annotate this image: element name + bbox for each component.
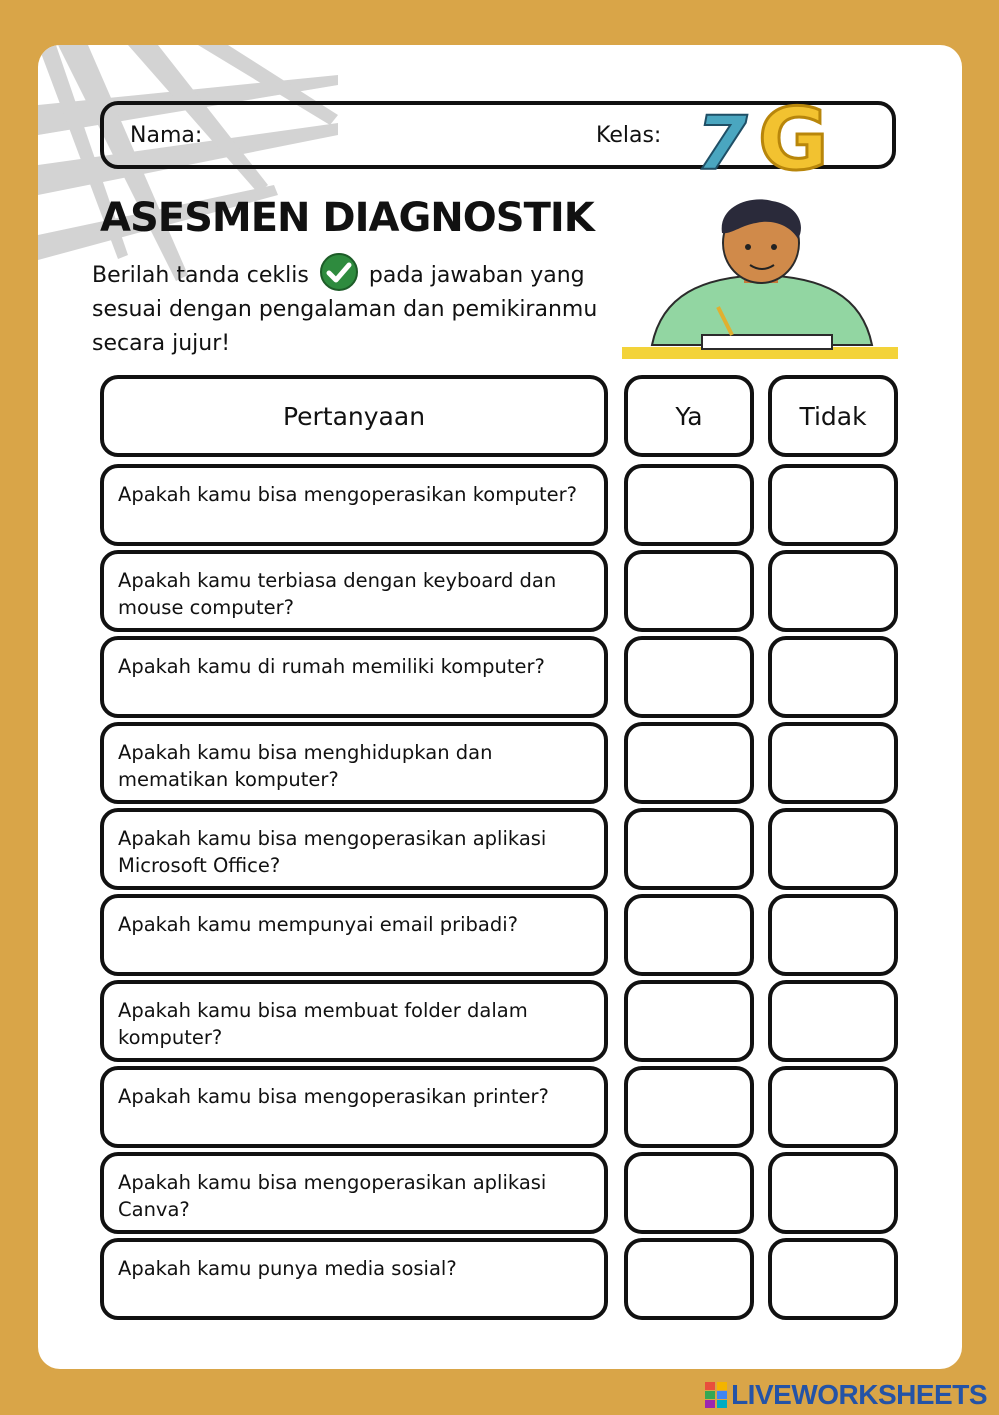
answer-no-box[interactable] <box>768 894 898 976</box>
question-text: Apakah kamu di rumah memiliki komputer? <box>118 655 545 678</box>
question-row <box>100 894 608 976</box>
answer-no-box[interactable] <box>768 1066 898 1148</box>
liveworksheets-logo[interactable] <box>705 1379 987 1411</box>
name-label: Nama: <box>130 123 203 148</box>
question-row <box>100 1152 608 1234</box>
question-row <box>100 722 608 804</box>
question-row <box>100 980 608 1062</box>
student-writing-illustration <box>622 195 902 365</box>
answer-no-box[interactable] <box>768 808 898 890</box>
question-text: Apakah kamu terbiasa dengan keyboard dan mouse computer? <box>118 569 557 619</box>
answer-no-box[interactable] <box>768 464 898 546</box>
answer-yes-box[interactable] <box>624 1238 754 1320</box>
question-row <box>100 1238 608 1320</box>
class-letter: G <box>758 90 829 179</box>
question-row <box>100 636 608 718</box>
column-header-no: Tidak <box>768 375 898 457</box>
question-text: Apakah kamu bisa mengoperasikan printer? <box>118 1085 549 1108</box>
answer-no-box[interactable] <box>768 1152 898 1234</box>
question-row <box>100 464 608 546</box>
answer-yes-box[interactable] <box>624 1152 754 1234</box>
answer-yes-box[interactable] <box>624 980 754 1062</box>
answer-yes-box[interactable] <box>624 550 754 632</box>
answer-yes-box[interactable] <box>624 894 754 976</box>
question-text: Apakah kamu bisa membuat folder dalam komputer? <box>118 999 528 1049</box>
question-text: Apakah kamu bisa mengoperasikan aplikasi Microsoft Office? <box>118 827 547 877</box>
answer-no-box[interactable] <box>768 636 898 718</box>
answer-yes-box[interactable] <box>624 808 754 890</box>
instruction-part-2: pada jawaban yang sesuai dengan pengalaman dan pemikiranmu secara jujur! <box>92 263 598 356</box>
answer-yes-box[interactable] <box>624 1066 754 1148</box>
column-header-question: Pertanyaan <box>100 375 608 457</box>
question-row <box>100 550 608 632</box>
worksheet-paper <box>38 45 962 1369</box>
answer-no-box[interactable] <box>768 1238 898 1320</box>
liveworksheets-mark-icon <box>705 1382 727 1408</box>
question-text: Apakah kamu mempunyai email pribadi? <box>118 913 519 936</box>
question-row <box>100 808 608 890</box>
question-text: Apakah kamu bisa mengoperasikan aplikasi Canva? <box>118 1171 547 1221</box>
instruction-text <box>92 259 612 361</box>
answer-yes-box[interactable] <box>624 464 754 546</box>
class-number: 7 <box>696 101 748 179</box>
answer-yes-box[interactable] <box>624 636 754 718</box>
column-header-yes: Ya <box>624 375 754 457</box>
question-row <box>100 1066 608 1148</box>
page-title: ASESMEN DIAGNOSTIK <box>100 195 594 241</box>
answer-no-box[interactable] <box>768 550 898 632</box>
answer-no-box[interactable] <box>768 722 898 804</box>
question-text: Apakah kamu bisa mengoperasikan komputer? <box>118 483 577 506</box>
liveworksheets-text: LIVEWORKSHEETS <box>731 1379 987 1410</box>
question-text: Apakah kamu punya media sosial? <box>118 1257 457 1280</box>
class-label: Kelas: <box>596 123 662 148</box>
instruction-part-1: Berilah tanda ceklis <box>92 263 309 288</box>
class-value-graphic <box>692 89 852 179</box>
question-text: Apakah kamu bisa menghidupkan dan mematikan komputer? <box>118 741 493 791</box>
student-info-bar <box>100 90 896 179</box>
answer-no-box[interactable] <box>768 980 898 1062</box>
answer-yes-box[interactable] <box>624 722 754 804</box>
check-circle-icon <box>316 252 362 292</box>
